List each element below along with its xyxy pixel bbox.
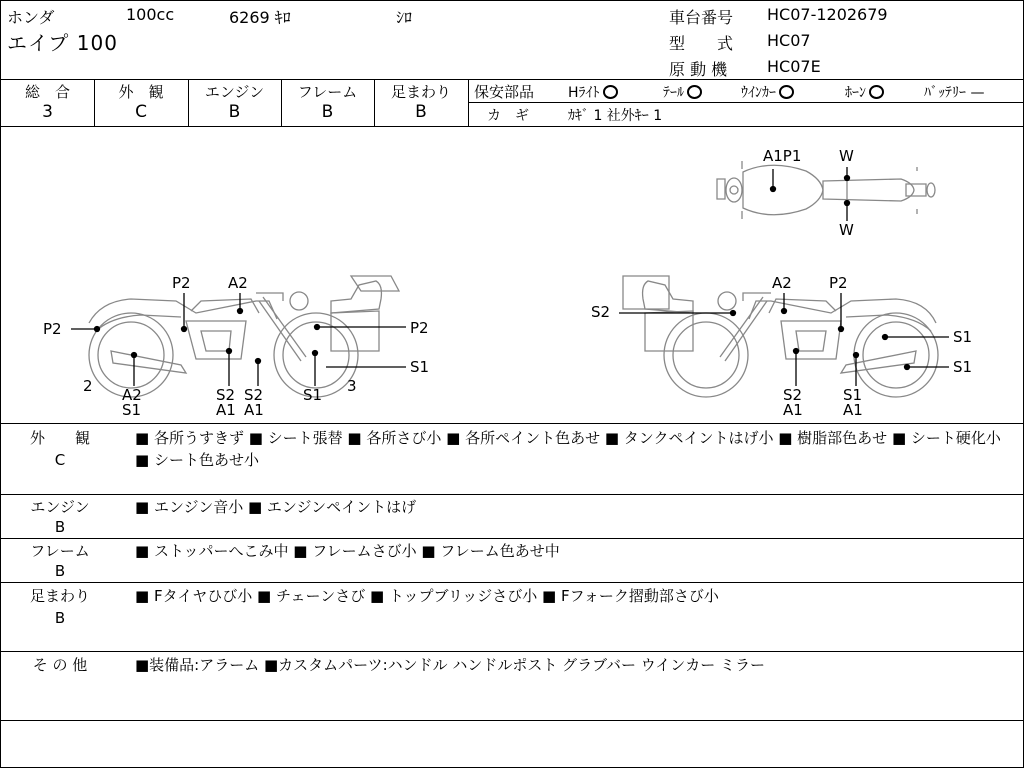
key-label: カ ギ xyxy=(487,108,529,124)
ok-mark-icon xyxy=(779,85,794,99)
damage-label: S2 xyxy=(591,303,611,321)
divider xyxy=(1,423,1023,424)
damage-label: W xyxy=(839,221,854,239)
exterior-section-grade: C xyxy=(54,451,66,469)
damage-label: A1 xyxy=(216,401,236,419)
frame-section-grade: B xyxy=(54,562,66,580)
frame-section-title: フレーム xyxy=(30,542,90,560)
motorcycle-diagram xyxy=(1,127,1023,423)
type-value: HC07 xyxy=(767,31,811,50)
safety-horn: ﾎｰﾝ xyxy=(845,82,884,102)
frame-grade: B xyxy=(321,102,334,122)
damage-label: A2 xyxy=(772,274,792,292)
damage-label: S2 xyxy=(783,386,803,404)
suspension-section-grade: B xyxy=(54,609,66,627)
safety-headlight: Hﾗｲﾄ xyxy=(568,82,618,102)
engine-section-title: エンジン xyxy=(30,498,90,516)
divider xyxy=(468,102,1023,103)
damage-label: A1 xyxy=(244,401,264,419)
damage-label: S1 xyxy=(953,328,973,346)
suspension-grade-label: 足まわり xyxy=(390,83,451,101)
damage-label: S1 xyxy=(410,358,430,376)
divider xyxy=(1,720,1023,721)
damage-label: S1 xyxy=(303,386,323,404)
damage-label: A1P1 xyxy=(763,147,802,165)
suspension-grade: B xyxy=(415,102,427,122)
engine-section-grade: B xyxy=(54,518,66,536)
damage-label: S2 xyxy=(216,386,236,404)
divider xyxy=(468,79,469,126)
ok-mark-icon xyxy=(869,85,884,99)
damage-label: 3 xyxy=(347,377,357,395)
overall-grade: 3 xyxy=(42,102,53,122)
divider xyxy=(1,494,1023,495)
engine-model-value: HC07E xyxy=(767,57,821,76)
frame-no-label: 車台番号 xyxy=(669,8,734,27)
damage-label: A2 xyxy=(122,386,142,404)
exterior-section-title: 外 観 xyxy=(29,429,90,447)
type-label: 型 式 xyxy=(669,34,734,53)
other-section-title: そ の 他 xyxy=(32,656,88,674)
color: ｼﾛ xyxy=(396,8,413,27)
other-notes: ■装備品:アラーム ■カスタムパーツ:ハンドル ハンドルポスト グラブバー ウインカー ミラー xyxy=(135,656,766,674)
exterior-grade-label: 外 観 xyxy=(118,83,164,101)
frame-grade-label: フレーム xyxy=(297,83,358,101)
suspension-notes: ■ Fタイヤひび小 ■ チェーンさび ■ トップブリッジさび小 ■ Fフォーク摺動部さび小 xyxy=(135,587,719,605)
exterior-grade: C xyxy=(135,102,147,122)
damage-label: S1 xyxy=(953,358,973,376)
damage-label: 2 xyxy=(83,377,93,395)
divider xyxy=(1,582,1023,583)
damage-label: S2 xyxy=(244,386,264,404)
divider xyxy=(1,651,1023,652)
damage-label: P2 xyxy=(410,319,429,337)
dash-mark-icon: — xyxy=(970,85,985,101)
top-view-motorcycle-drawing xyxy=(717,161,935,219)
damage-label: S1 xyxy=(843,386,863,404)
exterior-notes: ■ 各所うすきず ■ シート張替 ■ 各所さび小 ■ 各所ペイント色あせ ■ タンクペイントはげ小 ■ 樹脂部色あせ ■ シート硬化小 ■ シート色あせ小 xyxy=(135,429,1001,469)
damage-label: A1 xyxy=(843,401,863,419)
model-name: エイプ 100 xyxy=(7,31,118,55)
key-value: ｶｷﾞ 1 社外ｷｰ 1 xyxy=(568,108,663,124)
engine-grade: B xyxy=(228,102,241,122)
frame-no: HC07-1202679 xyxy=(767,5,888,24)
engine-model-label: 原 動 機 xyxy=(669,60,728,79)
safety-parts-label: 保安部品 xyxy=(474,83,535,101)
damage-label: A1 xyxy=(783,401,803,419)
mileage: 6269 ｷﾛ xyxy=(229,8,291,27)
damage-label: W xyxy=(839,147,854,165)
displacement: 100cc xyxy=(126,5,175,24)
engine-notes: ■ エンジン音小 ■ エンジンペイントはげ xyxy=(135,498,417,516)
frame-notes: ■ ストッパーへこみ中 ■ フレームさび小 ■ フレーム色あせ中 xyxy=(135,542,560,560)
divider xyxy=(1,538,1023,539)
ok-mark-icon xyxy=(603,85,618,99)
maker: ホンダ xyxy=(7,8,55,27)
suspension-section-title: 足まわり xyxy=(29,587,90,605)
damage-label: S1 xyxy=(122,401,142,419)
safety-winker: ｳｲﾝｶｰ xyxy=(741,82,794,102)
overall-grade-label: 総 合 xyxy=(24,83,70,101)
engine-grade-label: エンジン xyxy=(204,83,265,101)
divider xyxy=(1,79,1023,80)
safety-battery: ﾊﾞｯﾃﾘｰ — xyxy=(924,85,985,101)
damage-label: P2 xyxy=(43,320,62,338)
damage-label: P2 xyxy=(829,274,848,292)
damage-label: P2 xyxy=(172,274,191,292)
safety-taillight: ﾃｰﾙ xyxy=(663,82,702,102)
damage-label: A2 xyxy=(228,274,248,292)
ok-mark-icon xyxy=(687,85,702,99)
